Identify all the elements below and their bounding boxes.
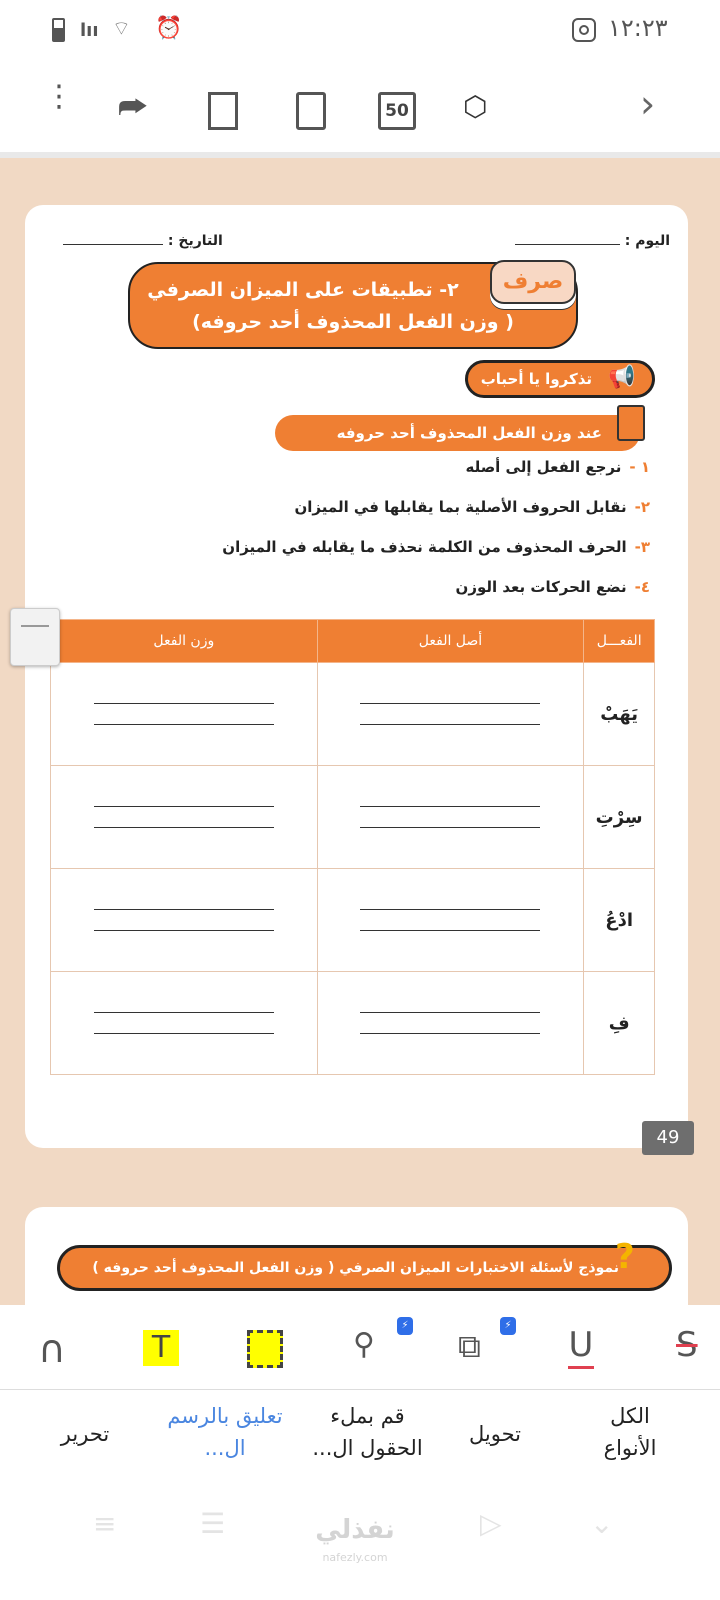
step-text: نرجع الفعل إلى أصله <box>465 458 622 476</box>
step-2 <box>294 498 650 516</box>
more-icon[interactable]: ⋮ <box>44 79 74 114</box>
step-number: ٢- <box>634 498 650 516</box>
tab-draw-comment[interactable]: تعليق بالرسم ال... <box>167 1404 283 1460</box>
question-icon: ? <box>615 1237 635 1277</box>
date-field <box>63 233 223 249</box>
table-row <box>51 663 655 766</box>
table-row <box>51 766 655 869</box>
step-1 <box>465 458 650 476</box>
status-bar <box>0 0 720 62</box>
alarm-icon: ⏰ <box>155 16 183 41</box>
mascot-icon <box>617 405 645 441</box>
area-highlight-icon[interactable] <box>247 1330 283 1368</box>
table-row <box>51 972 655 1075</box>
blank-cell[interactable] <box>317 663 584 766</box>
table-row <box>51 869 655 972</box>
blank-cell[interactable] <box>317 869 584 972</box>
blank-cell[interactable] <box>51 869 318 972</box>
premium-icon[interactable]: ⬡ <box>463 90 488 123</box>
fit-screen-icon[interactable] <box>296 92 326 130</box>
battery-icon <box>52 18 65 42</box>
day-field <box>515 233 670 249</box>
verb-table <box>50 619 655 1075</box>
top-toolbar <box>0 62 720 158</box>
page-layout-icon[interactable] <box>208 92 238 130</box>
chevron-down-icon[interactable]: ⌄ <box>590 1507 614 1540</box>
tab-edit[interactable]: تحرير <box>60 1422 110 1446</box>
step-text: نقابل الحروف الأصلية بما يقابلها في الميزان <box>294 498 627 516</box>
list-icon[interactable]: ☰ <box>200 1507 226 1540</box>
step-number: ٣- <box>634 538 650 556</box>
page-count-icon[interactable]: 50 <box>378 92 416 130</box>
nav-bar <box>0 1495 720 1600</box>
verb-cell: فِ <box>584 972 655 1075</box>
verb-cell: سِرْتِ <box>584 766 655 869</box>
tab-fill-fields[interactable]: قم بملء الحقول ال... <box>312 1404 423 1460</box>
annotation-toolbar <box>0 1305 720 1390</box>
megaphone-icon: 📢 <box>608 365 636 390</box>
premium-badge-icon: ⚡ <box>500 1317 516 1335</box>
page-number: 49 <box>642 1121 694 1155</box>
verb-cell: يَهَبْ <box>584 663 655 766</box>
wifi-icon: ⌔ <box>112 16 131 40</box>
tab-convert[interactable]: تحويل <box>469 1422 521 1446</box>
day-label: اليوم : <box>624 233 670 249</box>
remember-label: تذكروا يا أحباب <box>480 370 592 388</box>
step-number: ٤- <box>634 578 650 596</box>
header-verb: الفعـــل <box>584 620 655 663</box>
subject-tag: صرف <box>490 260 576 304</box>
blank-cell[interactable] <box>317 766 584 869</box>
shapes-icon[interactable]: ⧉ <box>458 1327 481 1365</box>
step-4 <box>456 578 650 596</box>
filter-icon[interactable]: ≡ <box>93 1507 117 1540</box>
step-3 <box>222 538 650 556</box>
watermark-logo: نفذلي <box>315 1515 395 1545</box>
signal-icon: lıı <box>80 20 99 41</box>
title-line-2: ( وزن الفعل المحذوف أحد حروفه) <box>192 311 514 333</box>
worksheet-page <box>25 205 688 1148</box>
text-highlight-icon[interactable]: T <box>143 1330 179 1366</box>
watermark-url: nafezly.com <box>322 1551 388 1564</box>
stamp-icon[interactable]: ⚲ <box>353 1327 375 1362</box>
play-icon[interactable]: ▷ <box>480 1507 502 1540</box>
header-weight: وزن الفعل <box>51 620 318 663</box>
share-icon[interactable]: ⮫ <box>118 88 148 126</box>
title-line-1: ٢- تطبيقات على الميزان الصرفي <box>147 279 459 301</box>
step-text: الحرف المحذوف من الكلمة نحذف ما يقابله في الميزان <box>222 538 627 556</box>
strikethrough-icon[interactable]: S <box>676 1325 698 1365</box>
tab-all-types[interactable]: الكل الأنواع <box>603 1404 657 1460</box>
underline-icon[interactable]: U <box>568 1325 594 1369</box>
step-number: ١ - <box>629 458 650 476</box>
quiz-heading: نموذج لأسئلة الاختبارات الميزان الصرفي ( وزن الفعل المحذوف أحد حروفه ) <box>57 1245 672 1291</box>
blank-cell[interactable] <box>317 972 584 1075</box>
blank-cell[interactable] <box>51 766 318 869</box>
ink-icon[interactable]: ∩ <box>38 1327 66 1371</box>
rule-heading: عند وزن الفعل المحذوف أحد حروفه <box>275 415 640 451</box>
verb-cell: ادْعُ <box>584 869 655 972</box>
blank-cell[interactable] <box>51 972 318 1075</box>
clock: ١٢:٢٣ <box>608 14 668 42</box>
step-text: نضع الحركات بعد الوزن <box>455 578 627 596</box>
header-origin: أصل الفعل <box>317 620 584 663</box>
blank-cell[interactable] <box>51 663 318 766</box>
side-menu-handle[interactable] <box>10 608 60 666</box>
instagram-icon <box>572 18 596 42</box>
date-label: التاريخ : <box>167 233 223 249</box>
premium-badge-icon: ⚡ <box>397 1317 413 1335</box>
next-icon[interactable]: › <box>640 82 656 126</box>
